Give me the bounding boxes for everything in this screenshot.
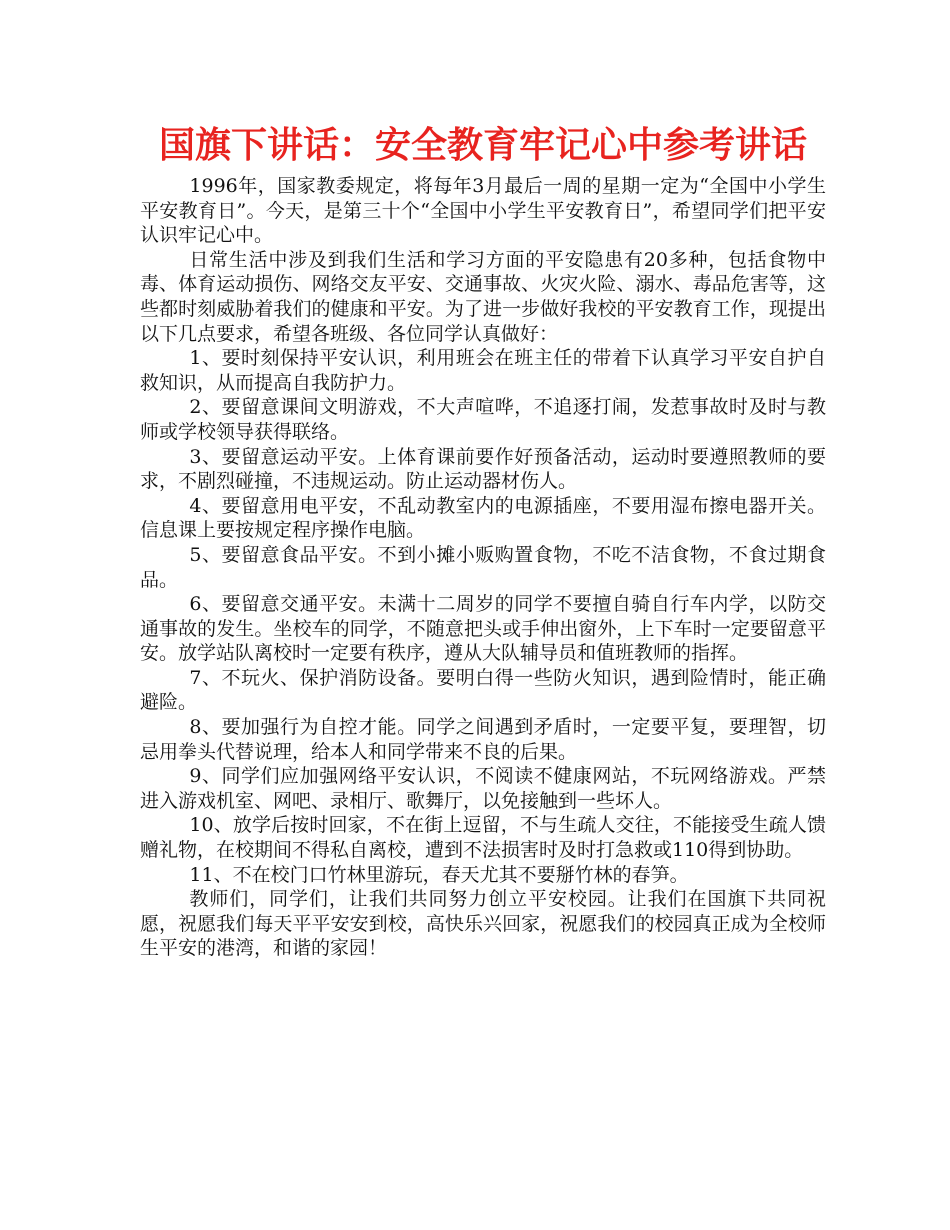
paragraph-rule-2: 2、要留意课间文明游戏，不大声喧哗，不追逐打闹，发惹事故时及时与教师或学校领导获得联络。 (140, 396, 826, 443)
paragraph-rule-11: 11、不在校门口竹林里游玩，春天尤其不要掰竹林的春笋。 (189, 863, 689, 886)
document-title: 国旗下讲话：安全教育牢记心中参考讲话 (158, 125, 807, 166)
paragraph-rule-4: 4、要留意用电平安，不乱动教室内的电源插座，不要用湿布擦电器开关。信息课上要按规定程序操作电脑。 (140, 494, 826, 542)
paragraph-intro: 1996年，国家教委规定，将每年3月最后一周的星期一定为“全国中小学生平安教育日”。今天，是第三十个“全国中小学生平安教育日”，希望同学们把平安认识牢记心中。 (140, 175, 826, 247)
paragraph-rule-6: 6、要留意交通平安。未满十二周岁的同学不要擅自骑自行车内学，以防交通事故的发生。坐校车的同学，不随意把头或手伸出窗外，上下车时一定要留意平安。放学站队离校时一定要有秩序，遵从大队辅导员和值班教师的指挥。 (140, 593, 826, 665)
document-body (140, 122, 826, 961)
paragraph-rule-1: 1、要时刻保持平安认识，利用班会在班主任的带着下认真学习平安自护自救知识，从而提高自我防护力。 (140, 347, 826, 394)
paragraph-rule-8: 8、要加强行为自控才能。同学之间遇到矛盾时，一定要平复，要理智，切忌用拳头代替说理，给本人和同学带来不良的后果。 (140, 716, 826, 763)
paragraph-hazards: 日常生活中涉及到我们生活和学习方面的平安隐患有20多种，包括食物中毒、体育运动损伤、网络交友平安、交通事故、火灾火险、溺水、毒品危害等，这些都时刻威胁着我们的健康和平安。为了进一步做好我校的平安教育工作，现提出以下几点要求，希望各班级、各位同学认真做好： (140, 248, 826, 345)
paragraph-rule-7: 7、不玩火、保护消防设备。要明白得一些防火知识，遇到险情时，能正确避险。 (140, 666, 826, 714)
paragraph-rule-5: 5、要留意食品平安。不到小摊小贩购置食物，不吃不洁食物，不食过期食品。 (140, 543, 826, 591)
paragraph-rule-9: 9、同学们应加强网络平安认识，不阅读不健康网站，不玩网络游戏。严禁进入游戏机室、网吧、录相厅、歌舞厅，以免接触到一些坏人。 (140, 765, 826, 812)
paragraph-closing: 教师们，同学们，让我们共同努力创立平安校园。让我们在国旗下共同祝愿，祝愿我们每天平平安安到校，高快乐兴回家，祝愿我们的校园真正成为全校师生平安的港湾，和谐的家园！ (140, 888, 826, 960)
paragraph-rule-10: 10、放学后按时回家，不在街上逗留，不与生疏人交往，不能接受生疏人馈赠礼物，在校期间不得私自离校，遭到不法损害时及时打急救或110得到协助。 (140, 814, 826, 862)
paragraph-rule-3: 3、要留意运动平安。上体育课前要作好预备活动，运动时要遵照教师的要求，不剧烈碰撞，不违规运动。防止运动器材伤人。 (140, 445, 826, 493)
